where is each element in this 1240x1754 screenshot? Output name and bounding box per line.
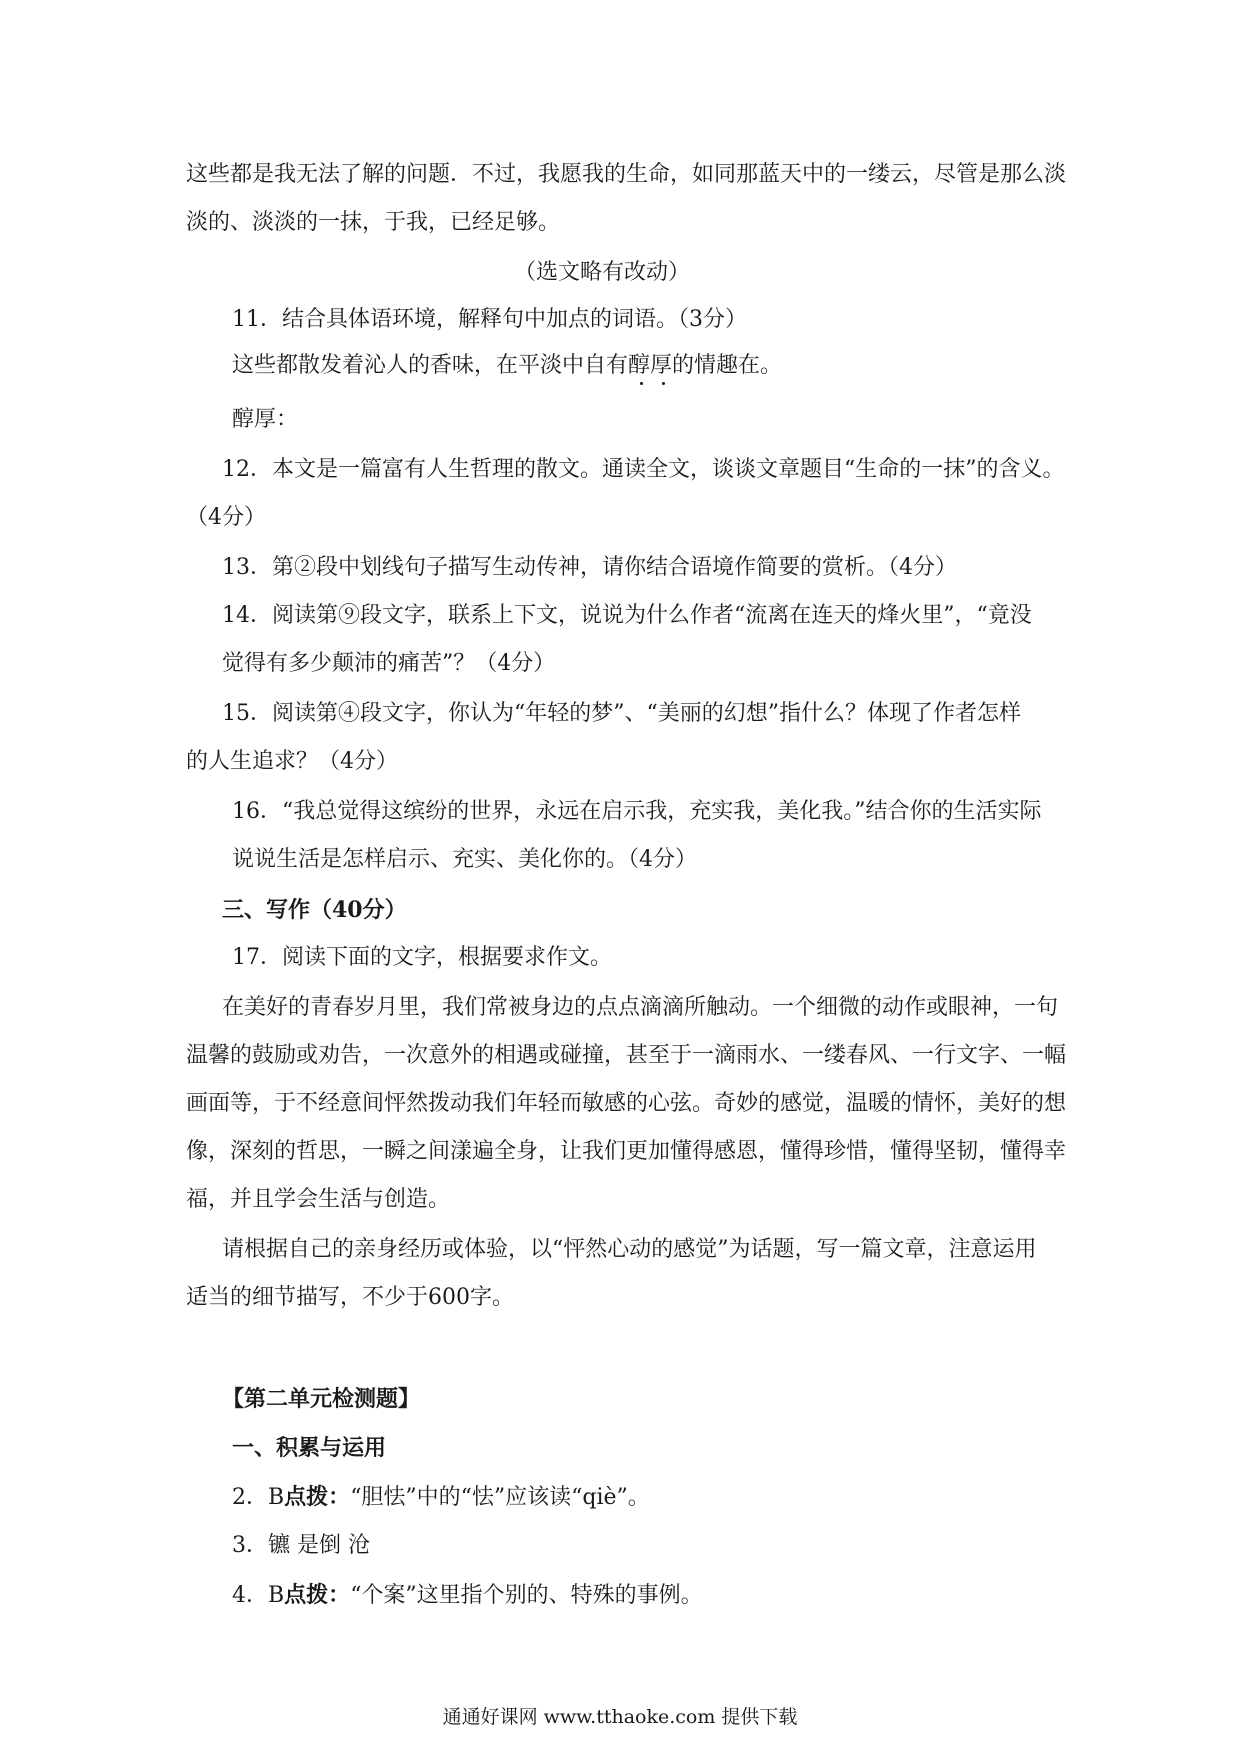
q12-line-1: 12．本文是一篇富有人生哲理的散文。通读全文，谈谈文章题目“生命的一抹”的含义。: [222, 457, 1065, 482]
q17-para1-line-1: 在美好的青春岁月里，我们常被身边的点点滴滴所触动。一个细微的动作或眼神，一句: [222, 995, 1059, 1020]
q16-line-2: 说说生活是怎样启示、充实、美化你的。（4分）: [232, 847, 697, 872]
answer-2-number: 2．B: [232, 1485, 285, 1510]
q12-line-2: （4分）: [186, 505, 266, 530]
q14-line-1: 14．阅读第⑨段文字，联系上下文，说说为什么作者“流离在连天的烽火里”，“竟没: [222, 603, 1032, 628]
q11-answer-label: 醇厚：: [232, 407, 299, 432]
q11-sentence: 这些都散发着沁人的香味，在平淡中自有醇厚的情趣在。: [232, 353, 783, 378]
emphasis-dot: [662, 382, 665, 385]
q15-line-1: 15．阅读第④段文字，你认为“年轻的梦”、“美丽的幻想”指什么？体现了作者怎样: [222, 701, 1021, 726]
answer-4: [232, 1580, 703, 1611]
q15-line-2: 的人生追求？（4分）: [186, 749, 398, 774]
answers-section-1-heading: 一、积累与运用: [232, 1435, 387, 1461]
q11-prompt: 11．结合具体语环境，解释句中加点的词语。（3分）: [232, 307, 747, 332]
answer-2-tag: 点拨：: [284, 1484, 351, 1510]
q17-para1-line-4: 像，深刻的哲思，一瞬之间漾遍全身，让我们更加懂得感恩，懂得珍惜，懂得坚韧，懂得幸: [186, 1139, 1067, 1164]
section-3-heading: 三、写作（40分）: [222, 897, 407, 923]
answer-4-text: “个案”这里指个别的、特殊的事例。: [350, 1583, 703, 1608]
q17-para1-line-2: 温馨的鼓励或劝告，一次意外的相遇或碰撞，甚至于一滴雨水、一缕春风、一行文字、一幅: [186, 1043, 1067, 1068]
q13: 13．第②段中划线句子描写生动传神，请你结合语境作简要的赏析。（4分）: [222, 555, 957, 580]
answer-4-tag: 点拨：: [284, 1582, 351, 1608]
answer-3: 3．镳 是倒 沧: [232, 1533, 370, 1558]
q17-para1-line-5: 福，并且学会生活与创造。: [186, 1187, 451, 1212]
answer-2-text: “胆怯”中的“怯”应该读“qiè”。: [350, 1485, 650, 1510]
page-footer: 通通好课网 www.tthaoke.com 提供下载: [442, 1706, 798, 1728]
q17-para1-line-3: 画面等，于不经意间怦然拨动我们年轻而敏感的心弦。奇妙的感觉，温暖的情怀，美好的想: [186, 1091, 1067, 1116]
q17-para2-line-1: 请根据自己的亲身经历或体验，以“怦然心动的感觉”为话题，写一篇文章，注意运用: [222, 1237, 1037, 1262]
q14-line-2: 觉得有多少颠沛的痛苦”？（4分）: [222, 651, 556, 676]
emphasis-dot: [640, 382, 643, 385]
unit-2-heading: 【第二单元检测题】: [222, 1386, 421, 1412]
passage-line-2: 淡的、淡淡的一抹，于我，已经足够。: [186, 210, 561, 235]
q17-para2-line-2: 适当的细节描写，不少于600字。: [186, 1285, 514, 1310]
source-note: （选文略有改动）: [514, 260, 691, 285]
q16-line-1: 16．“我总觉得这缤纷的世界，永远在启示我，充实我，美化我。”结合你的生活实际: [232, 799, 1042, 824]
q17-prompt: 17．阅读下面的文字，根据要求作文。: [232, 945, 612, 970]
answer-2: [232, 1482, 650, 1513]
answer-4-number: 4．B: [232, 1583, 285, 1608]
passage-line-1: 这些都是我无法了解的问题．不过，我愿我的生命，如同那蓝天中的一缕云，尽管是那么淡: [186, 162, 1067, 187]
